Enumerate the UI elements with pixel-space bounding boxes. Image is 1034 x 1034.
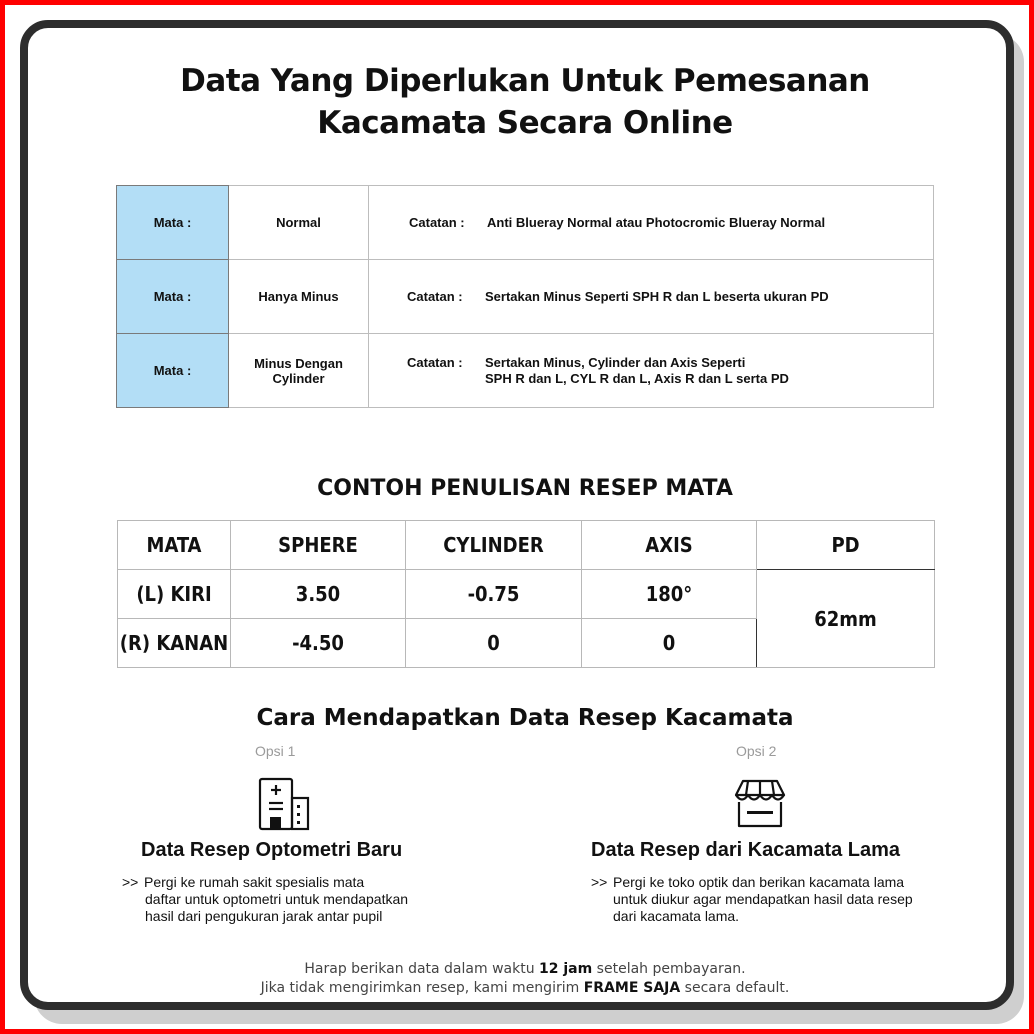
- note-text: Anti Blueray Normal atau Photocromic Blueray Normal: [487, 214, 826, 230]
- header-mata: MATA: [118, 521, 231, 570]
- note-text: Sertakan Minus, Cylinder dan Axis Seperti SPH R dan L, CYL R dan L, Axis R dan L serta PD: [485, 354, 789, 386]
- option1-description: >> Pergi ke rumah sakit spesialis mata daftar untuk optometri untuk mendapatkan hasil dari pengukuran jarak antar pupil: [122, 874, 409, 924]
- header-axis: AXIS: [582, 521, 757, 570]
- howto-title: Cara Mendapatkan Data Resep Kacamata: [256, 705, 794, 731]
- cylinder-cell: -0.75: [406, 570, 582, 619]
- table-header-row: [118, 521, 935, 570]
- sphere-cell: -4.50: [231, 619, 406, 668]
- sphere-cell: 3.50: [231, 570, 406, 619]
- table-row: [118, 570, 935, 619]
- eye-label: Mata :: [117, 260, 229, 334]
- footer-note: Harap berikan data dalam waktu 12 jam setelah pembayaran. Jika tidak mengirimkan resep, kami mengirim FRAME SAJA secara default.: [260, 961, 790, 996]
- header-sphere: SPHERE: [231, 521, 406, 570]
- hospital-icon: [256, 776, 312, 832]
- option2-label: Opsi 2: [736, 743, 777, 759]
- store-icon: [733, 778, 787, 830]
- option1-title: Data Resep Optometri Baru: [141, 839, 403, 861]
- table-row: [117, 334, 934, 408]
- page-title: Data Yang Diperlukan Untuk Pemesanan Kacamata Secara Online: [180, 63, 870, 141]
- table-row: [117, 186, 934, 260]
- eye-cell: (R) KANAN: [118, 619, 231, 668]
- note-cell: [369, 334, 934, 408]
- option2-description: >> Pergi ke toko optik dan berikan kacamata lama untuk diukur agar mendapatkan hasil data resep dari kacamata lama.: [591, 874, 913, 924]
- eye-type: Hanya Minus: [229, 260, 369, 334]
- eye-type: Normal: [229, 186, 369, 260]
- eye-label: Mata :: [117, 186, 229, 260]
- axis-cell: 0: [582, 619, 757, 668]
- prescription-table: [117, 520, 935, 668]
- rx-section-title: CONTOH PENULISAN RESEP MATA: [317, 476, 733, 501]
- eye-label: Mata :: [117, 334, 229, 408]
- header-cylinder: CYLINDER: [406, 521, 582, 570]
- note-label: Catatan :: [409, 214, 465, 230]
- eye-type: Minus Dengan Cylinder: [229, 334, 369, 408]
- eye-cell: (L) KIRI: [118, 570, 231, 619]
- pd-cell: 62mm: [757, 570, 935, 668]
- option2-title: Data Resep dari Kacamata Lama: [591, 839, 901, 861]
- info-card: [20, 20, 1014, 1010]
- note-label: Catatan :: [407, 354, 463, 370]
- note-cell: [369, 260, 934, 334]
- order-data-table: [116, 185, 934, 408]
- cylinder-cell: 0: [406, 619, 582, 668]
- note-text: Sertakan Minus Seperti SPH R dan L beserta ukuran PD: [485, 288, 829, 304]
- axis-cell: 180°: [582, 570, 757, 619]
- table-row: [117, 260, 934, 334]
- option1-label: Opsi 1: [255, 743, 296, 759]
- header-pd: PD: [757, 521, 935, 570]
- note-label: Catatan :: [407, 288, 463, 304]
- note-cell: [369, 186, 934, 260]
